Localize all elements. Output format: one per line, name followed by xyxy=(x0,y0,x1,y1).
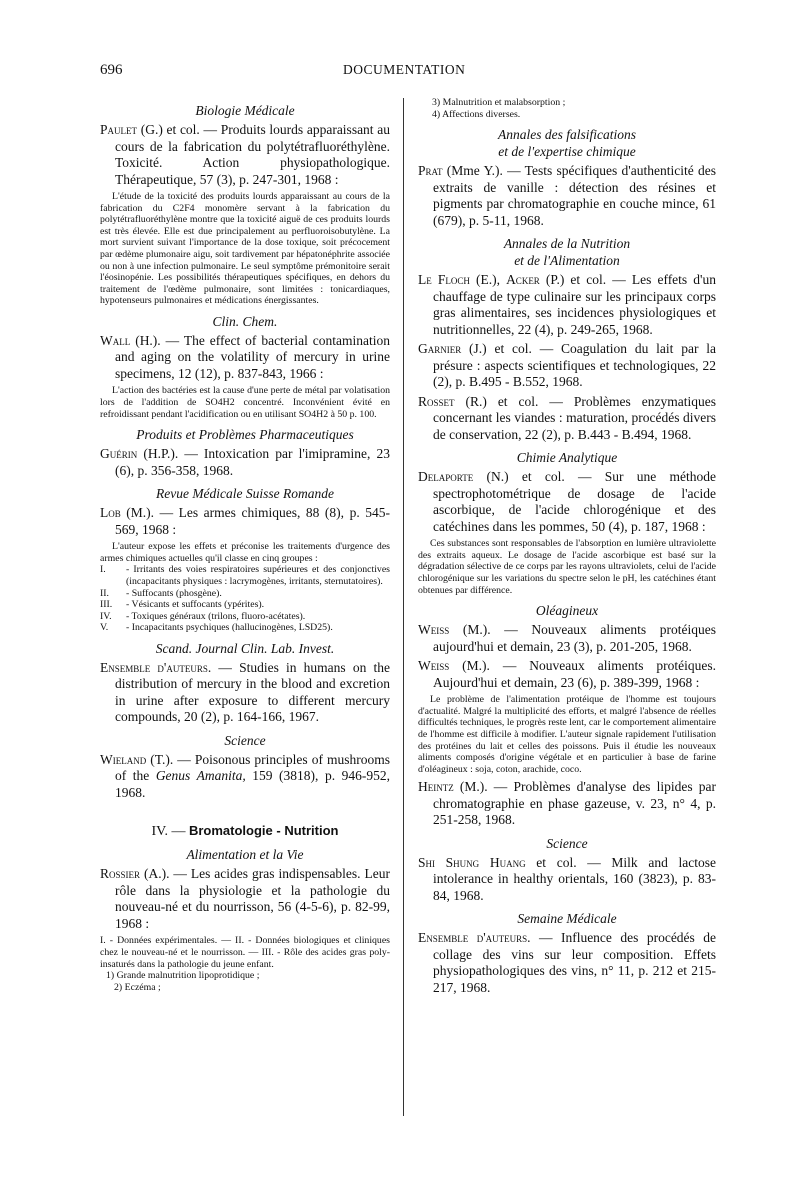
entry-author: Le Floch xyxy=(418,272,470,288)
bibliographic-entry xyxy=(418,779,716,829)
right-column xyxy=(418,97,716,999)
entry-text: (N.) et col. — Sur une méthode spectrophotométrique de dosage de l'acide ascorbique, de l'acide chlorogénique et des catéchines dans les pommes, 50 (4), p. 187, 1968 : xyxy=(433,469,716,534)
entry-summary: I. - Données expérimentales. — II. - Données biologiques et cliniques chez le nouveau-né et le nourrisson. — III. - Rôle des acides gras poly-insaturés dans la pathologie du jeune enfant. xyxy=(100,935,390,970)
bibliographic-entry xyxy=(100,446,390,479)
entry-text: et col. — Milk and lactose intolerance in healthy orientals, 160 (3823), p. 83-84, 1968. xyxy=(433,854,716,903)
list-text: - Incapacitants psychiques (hallucinogènes, LSD25). xyxy=(126,622,333,634)
list-text: - Suffocants (phosgène). xyxy=(126,587,222,599)
bibliographic-entry xyxy=(418,272,716,338)
bibliographic-entry xyxy=(100,333,390,383)
section-title: Scand. Journal Clin. Lab. Invest. xyxy=(155,640,335,656)
entry-author: Weiss xyxy=(418,622,450,638)
section-title: et de l'Alimentation xyxy=(514,253,620,269)
list-item: 3) Malnutrition et malabsorption ; xyxy=(432,97,566,108)
list-item xyxy=(100,588,390,600)
entry-text: (E.), xyxy=(469,272,507,288)
entry-text: (T.). — Poisonous principles of mushrooms of the xyxy=(115,751,390,784)
list-item: 2) Eczéma ; xyxy=(114,981,161,993)
entry-author: Ensemble d'auteurs xyxy=(418,930,528,946)
bibliographic-entry xyxy=(418,163,716,229)
entry-author: Rossier xyxy=(100,866,141,882)
bibliographic-entry xyxy=(418,394,716,444)
list-text: - Vésicants et suffocants (ypérites). xyxy=(126,599,265,611)
bibliographic-entry xyxy=(418,469,716,535)
section-title: Oléagineux xyxy=(535,603,599,619)
bibliographic-entry xyxy=(418,658,716,691)
bibliographic-entry xyxy=(100,660,390,726)
entry-summary: Le problème de l'alimentation protéique de l'homme est toujours d'actualité. Malgré la multiplicité des efforts, et malgré l'absence de réelles difficultés techniques, le progrès reste lent, car le comportement alimentaire de l'homme est difficile à modifier. L'auteur signale rapidement l'utilisation des protéines du lait et celles des poissons. Puis il étudie les nouveaux aliments composés d'origine végétale et en particulier à base de farine d'oléagineux : soja, coton, arachide, coco. xyxy=(418,694,716,775)
list-item: 1) Grande malnutrition lipoprotidique ; xyxy=(106,970,260,982)
section-title: Biologie Médicale xyxy=(195,103,295,118)
entry-text: (A.). — Les acides gras indispensables. Leur rôle dans la physiologie et la pathologie du nouveau-né et du nourrisson, 56 (4-5-6), p. 82-99, 1968 : xyxy=(115,866,390,931)
page-number: 696 xyxy=(100,62,123,78)
entry-author: Paulet xyxy=(100,122,137,137)
bibliographic-entry xyxy=(418,341,716,391)
list-number: II. xyxy=(100,587,109,599)
running-title: DOCUMENTATION xyxy=(343,62,466,77)
entry-text: (J.) et col. — Coagulation du lait par la présure : aspects scientifiques et technologiques, 22 (2), p. B.495 - B.552, 1968. xyxy=(433,341,716,390)
section-title: et de l'expertise chimique xyxy=(498,144,636,160)
entry-text: (M.). — Nouveaux aliments protéiques. Aujourd'hui et demain, 23 (6), p. 389-399, 1968 : xyxy=(433,658,716,690)
entry-text: (Mme Y.). — Tests spécifiques d'authenticité des extraits de vanille : détection des résines et pigments par chromatographie en couche mince, 61 (679), p. 5-11, 1968. xyxy=(433,163,716,228)
entry-text: (M.). — Les armes chimiques, 88 (8), p. 545-569, 1968 : xyxy=(115,505,390,537)
section-title: Revue Médicale Suisse Romande xyxy=(155,486,335,502)
list-text: - Toxiques généraux (trilons, fluoro-acétates). xyxy=(126,610,306,622)
list-number: V. xyxy=(100,622,109,634)
section-title: Semaine Médicale xyxy=(517,911,617,927)
entry-author: Acker xyxy=(506,272,540,288)
bibliographic-entry xyxy=(100,505,390,538)
entry-genus: Genus Amanita, xyxy=(155,768,246,784)
section-title: Clin. Chem. xyxy=(212,313,278,329)
section-title: Annales des falsifications xyxy=(498,127,636,143)
entry-summary: Ces substances sont responsables de l'absorption en lumière ultraviolette des extraits aqueux. Le dosage de l'acide ascorbique est basé sur la dégradation sélective de ce corps par les rayons ultraviolets, celui de l'acide chlorogénique sur les variations du spectre selon le pH, les catéchines étant obtenues par différence. xyxy=(418,538,716,596)
entry-summary: L'auteur expose les effets et préconise les traitements d'urgence des armes chimiques actuelles qu'il classe en cinq groupes : xyxy=(100,541,390,564)
entry-text: . — Influence des procédés de collage des vins sur leur composition. Effets physiopathologiques des vins, n° 11, p. 212 et 215-217, 1968. xyxy=(433,930,717,995)
entry-author: Shi Shung Huang xyxy=(418,854,526,870)
list-number: IV. xyxy=(100,610,112,622)
entry-text: (H.). — The effect of bacterial contamination and aging on the volatility of mercury in urine specimens, 12 (12), p. 837-843, 1966 : xyxy=(115,332,390,381)
entry-author: Wieland xyxy=(100,751,147,767)
entry-text: (P.) et col. — Les effets d'un chauffage de type culinaire sur les principaux corps gras alimentaires, ses incidences physiologiques et nutritionnelles, 22 (4), p. 249-265, 1968. xyxy=(433,272,716,337)
entry-text: . — Studies in humans on the distribution of mercury in the blood and excretion in urine after exposure to different mercury compounds, 20 (2), p. 164-166, 1967. xyxy=(115,659,390,725)
list-item xyxy=(100,611,390,623)
entry-text: (G.) et col. — Produits lourds apparaissant au cours de la fabrication du polytétrafluoréthylène. Toxicité. Action physiopathologique. Thérapeutique, 57 (3), p. 247-301, 1968 : xyxy=(115,122,390,187)
entry-text: (M.). — Nouveaux aliments protéiques aujourd'hui et demain, 23 (3), p. 201-205, 1968. xyxy=(433,622,716,654)
chapter-heading xyxy=(100,823,390,840)
list-number: III. xyxy=(100,599,113,611)
list-item xyxy=(100,622,390,634)
bibliographic-entry xyxy=(418,855,716,905)
section-title: Annales de la Nutrition xyxy=(503,236,631,252)
list-item xyxy=(100,564,390,587)
section-title: Science xyxy=(224,732,266,748)
entry-author: Lob xyxy=(100,505,121,521)
entry-text: (M.). — Problèmes d'analyse des lipides par chromatographie en phase gazeuse, v. 23, n° 4, p. 251-258, 1968. xyxy=(433,779,716,828)
section-title: Alimentation et la Vie xyxy=(186,847,304,863)
chapter-prefix: IV. — xyxy=(151,824,186,840)
entry-author: Wall xyxy=(100,332,131,348)
entry-author: Delaporte xyxy=(418,469,474,485)
entry-text: (H.P.). — Intoxication par l'imipramine, 23 (6), p. 356-358, 1968. xyxy=(115,446,390,478)
section-title: Produits et Problèmes Pharmaceutiques xyxy=(136,427,354,443)
entry-author: Rosset xyxy=(418,393,455,409)
bibliographic-entry xyxy=(100,866,390,932)
list-number: I. xyxy=(100,564,106,576)
entry-author: Weiss xyxy=(418,658,450,674)
entry-text: (R.) et col. — Problèmes enzymatiques concernant les viandes : maturation, procédés divers de conservation, 22 (2), p. B.443 - B.494, 1968. xyxy=(433,393,716,442)
entry-author: Heintz xyxy=(418,779,454,795)
entry-summary: L'action des bactéries est la cause d'une perte de métal par volatisation lors de l'addition de SO4H2 concentré. Inconvénient évité en refroidissant pendant l'acidification ou en utilisant SO4H2 à 50 p. 100. xyxy=(100,385,390,420)
bibliographic-entry xyxy=(100,122,390,188)
list-item xyxy=(100,599,390,611)
left-column xyxy=(100,96,390,993)
entry-summary: L'étude de la toxicité des produits lourds apparaissant au cours de la fabrication du C2F4 monomère servant à la fabrication du polytétrafluoréthylène montre que la toxicité aiguë de ces produits lourds est très élevée. Elle est due principalement au perfluoroisobutylène. La mort survient suivant l'importance de la dose toxique, soit précocement par œdème plumonaire aigu, soit tardivement par hépatonéphrite associée ou non à une infection pulmonaire. Le seul symptôme prémonitoire serait l'éosinopénie. Les possibilités thérapeutiques spécifiques, en dehors du traitement de l'œdème pulmonaire, sont limitées : tonicardiaques, hypotenseurs pulmonaires et médications énergissantes. xyxy=(100,191,390,307)
entry-author: Prat xyxy=(418,163,443,179)
entry-author: Guérin xyxy=(100,446,138,462)
list-item: 4) Affections diverses. xyxy=(432,108,521,120)
bibliographic-entry xyxy=(100,752,390,802)
list-text: - Irritants des voies respiratoires supérieures et des conjonctives (incapacitants physiques : lacrymogènes, irritants, sternutatoires). xyxy=(126,564,390,587)
entry-text: 159 (3818), p. 946-952, 1968. xyxy=(115,768,390,800)
bibliographic-entry xyxy=(418,930,716,996)
entry-author: Garnier xyxy=(418,341,462,357)
entry-author: Ensemble d'auteurs xyxy=(100,659,208,675)
chapter-title: Bromatologie - Nutrition xyxy=(188,823,339,839)
bibliographic-entry xyxy=(418,622,716,655)
column-divider xyxy=(403,98,404,1116)
section-title: Chimie Analytique xyxy=(516,450,618,466)
section-title: Science xyxy=(546,835,588,851)
